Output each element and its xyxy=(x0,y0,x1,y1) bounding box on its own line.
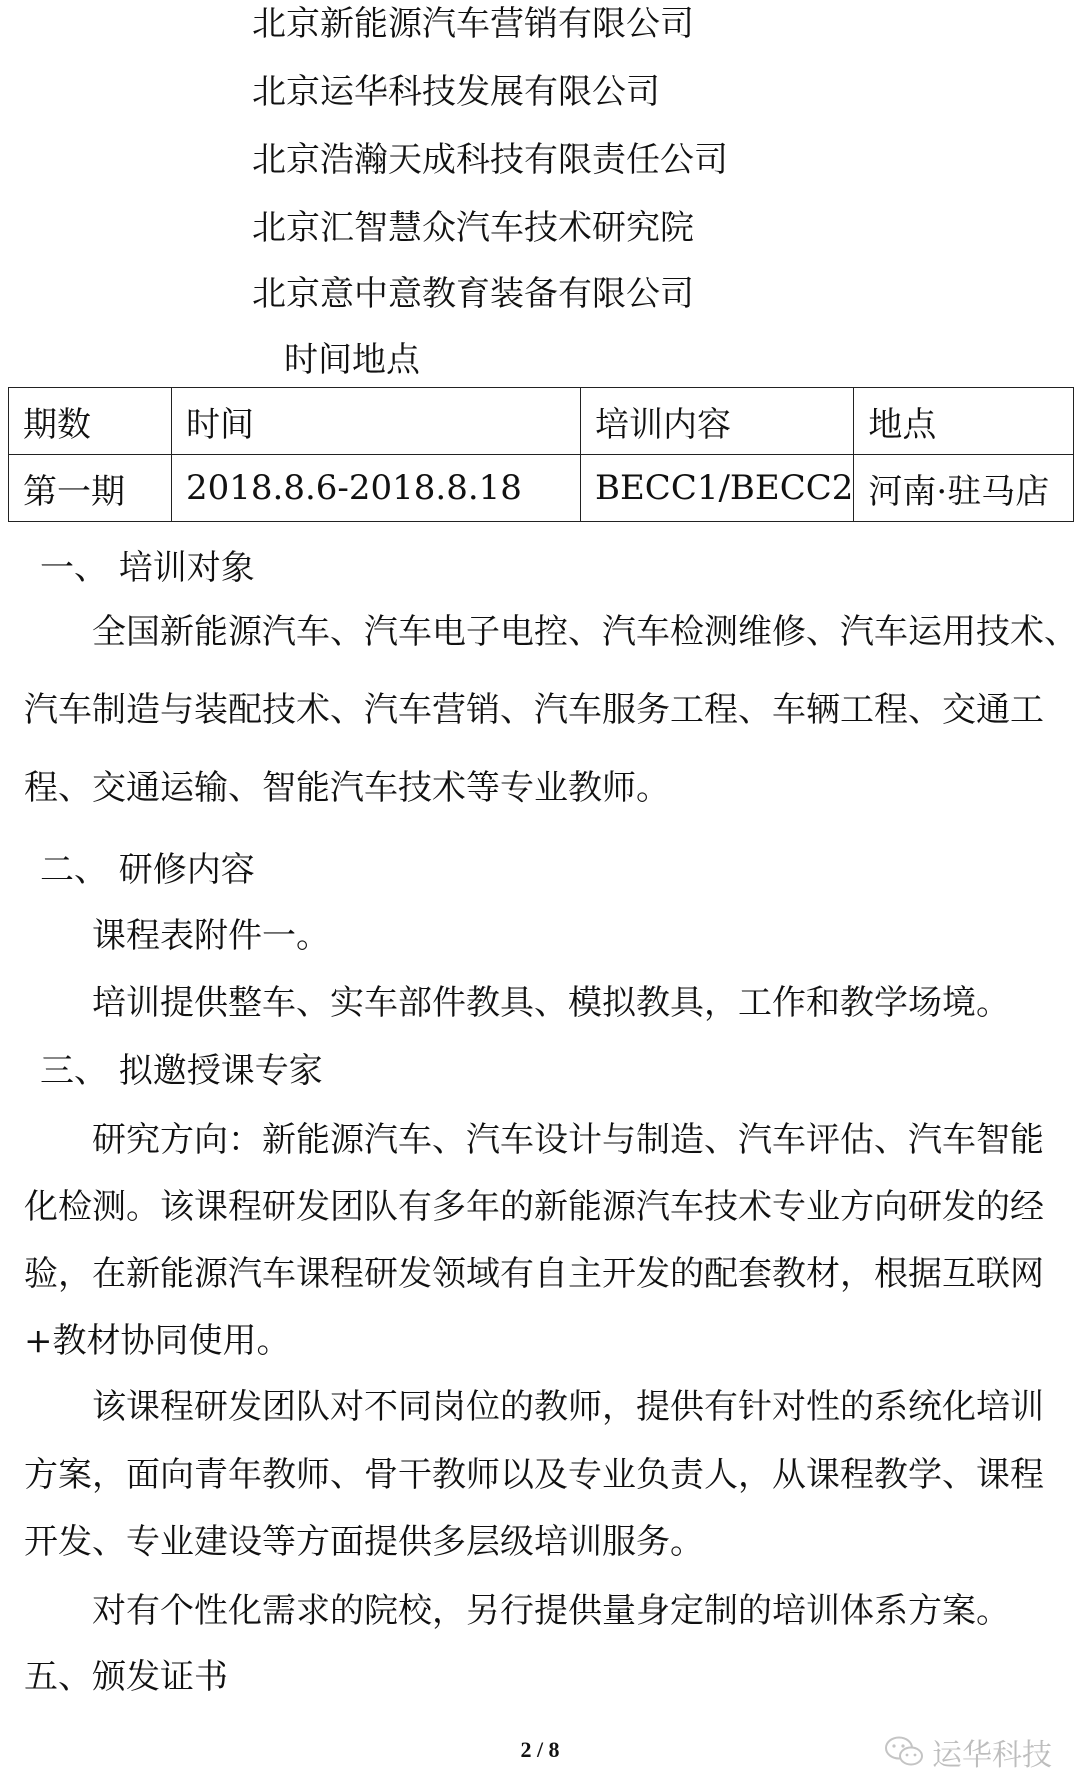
paragraph-line: 课程表附件一。 xyxy=(92,916,330,956)
paragraph-line: 对有个性化需求的院校，另行提供量身定制的培训体系方案。 xyxy=(92,1591,1010,1631)
paragraph-line: 验，在新能源汽车课程研发领域有自主开发的配套教材，根据互联网 xyxy=(24,1254,1044,1294)
organization-name: 北京意中意教育装备有限公司 xyxy=(252,274,694,314)
schedule-table xyxy=(8,387,1074,522)
paragraph-line: 培训提供整车、实车部件教具、模拟教具，工作和教学场境。 xyxy=(92,983,1010,1023)
paragraph-line: 方案，面向青年教师、骨干教师以及专业负责人，从课程教学、课程 xyxy=(24,1455,1044,1495)
header-cell: 时间 xyxy=(172,388,581,455)
table-header-row xyxy=(9,388,1074,455)
watermark-text: 运华科技 xyxy=(932,1738,1052,1773)
section-heading: 二、 研修内容 xyxy=(40,850,255,890)
organization-name: 北京浩瀚天成科技有限责任公司 xyxy=(252,140,728,180)
paragraph-line: 研究方向：新能源汽车、汽车设计与制造、汽车评估、汽车智能 xyxy=(92,1120,1044,1160)
header-cell: 培训内容 xyxy=(581,388,854,455)
table-cell: BECC1/BECC2 xyxy=(581,455,854,522)
paragraph-line: +教材协同使用。 xyxy=(24,1321,291,1361)
time-place-heading: 时间地点 xyxy=(284,340,420,380)
paragraph-line: 化检测。该课程研发团队有多年的新能源汽车技术专业方向研发的经 xyxy=(24,1187,1044,1227)
paragraph-line: 全国新能源汽车、汽车电子电控、汽车检测维修、汽车运用技术、 xyxy=(92,612,1078,652)
paragraph-line: 该课程研发团队对不同岗位的教师，提供有针对性的系统化培训 xyxy=(92,1387,1044,1427)
watermark xyxy=(884,1730,1052,1774)
section-heading: 一、 培训对象 xyxy=(40,548,255,588)
paragraph-line: 开发、专业建设等方面提供多层级培训服务。 xyxy=(24,1522,704,1562)
table-row xyxy=(9,455,1074,522)
table-cell: 第一期 xyxy=(9,455,172,522)
paragraph-line: 汽车制造与装配技术、汽车营销、汽车服务工程、车辆工程、交通工 xyxy=(24,690,1044,730)
paragraph-line: 程、交通运输、智能汽车技术等专业教师。 xyxy=(24,768,670,808)
header-cell: 期数 xyxy=(9,388,172,455)
organization-name: 北京新能源汽车营销有限公司 xyxy=(252,4,694,44)
organization-name: 北京汇智慧众汽车技术研究院 xyxy=(252,208,694,248)
table-cell: 2018.8.6-2018.8.18 xyxy=(172,455,581,522)
section-heading: 五、颁发证书 xyxy=(24,1657,228,1697)
page-indicator: 2 / 8 xyxy=(520,1737,560,1762)
organization-name: 北京运华科技发展有限公司 xyxy=(252,72,660,112)
table-cell: 河南·驻马店 xyxy=(854,455,1074,522)
header-cell: 地点 xyxy=(854,388,1074,455)
wechat-icon xyxy=(884,1735,924,1769)
section-heading: 三、 拟邀授课专家 xyxy=(40,1051,323,1091)
